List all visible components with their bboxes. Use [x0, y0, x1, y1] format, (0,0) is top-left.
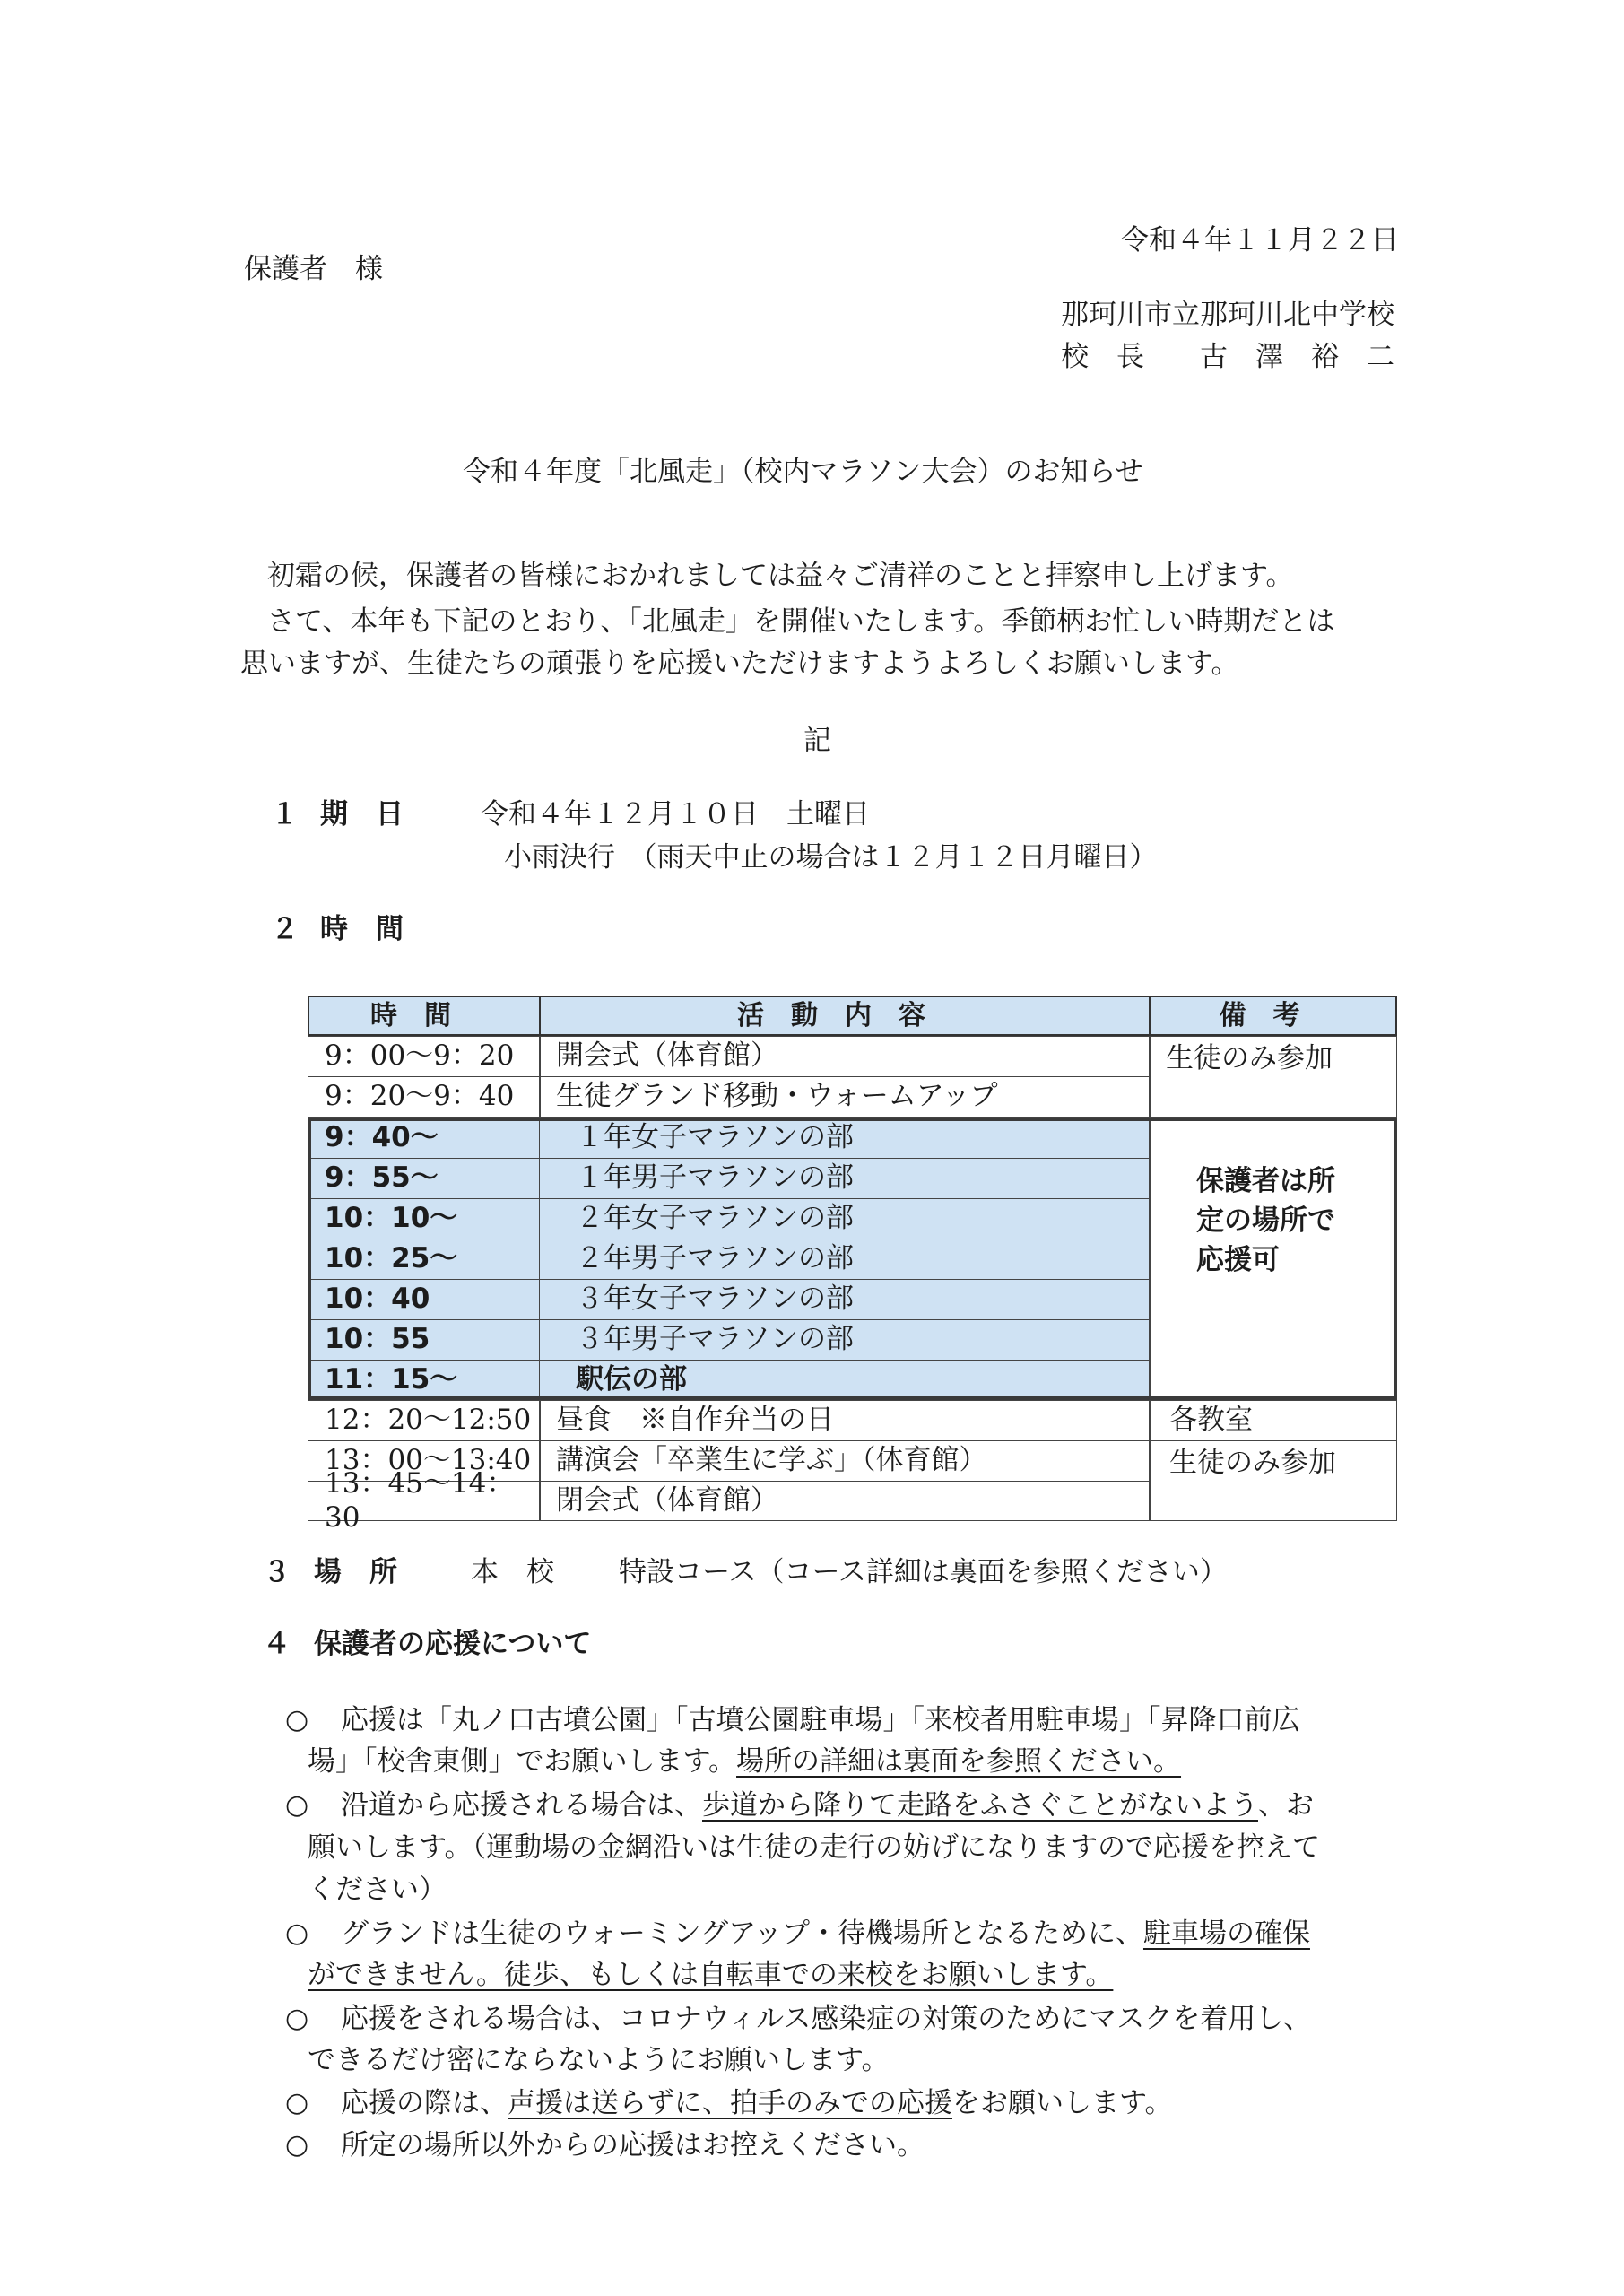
- bullet-3-mark: ○: [285, 1918, 309, 1949]
- note-parents-line-2: 定の場所で: [1196, 1205, 1335, 1237]
- note-parents-line-1: 保護者は所: [1196, 1165, 1335, 1197]
- intro-line-2: さて、本年も下記のとおり、「北風走」を開催いたします。季節柄お忙しい時期だとは: [267, 605, 1335, 638]
- row-6-time: 10：25〜: [308, 1239, 541, 1280]
- section-1-label: 期 日: [320, 798, 404, 831]
- bullet-3-line-1: [341, 1918, 1310, 1951]
- row-2-activity: 生徒グランド移動・ウォームアップ: [539, 1076, 1151, 1118]
- bullet-1-mark: ○: [285, 1704, 309, 1735]
- venue-detail: 特設コース（コース詳細は裏面を参照ください）: [619, 1556, 1228, 1588]
- row-3-activity: １年女子マラソンの部: [539, 1118, 1151, 1159]
- bullet-5-tail: をお願いします。: [952, 2087, 1173, 2119]
- section-2-number: ２: [271, 913, 299, 945]
- note-students-only-2: 生徒のみ参加: [1149, 1440, 1397, 1521]
- bullet-3-text: グランドは生徒のウォーミングアップ・待機場所となるために、: [341, 1918, 1143, 1950]
- principal-name: 校 長 古 澤 裕 二: [1061, 341, 1394, 373]
- row-2-time: 9：20〜9：40: [308, 1076, 541, 1118]
- intro-line-3: 思いますが、生徒たちの頑張りを応援いただけますようよろしくお願いします。: [240, 648, 1239, 680]
- section-3-number: ３: [263, 1556, 291, 1588]
- row-12-time: 13：45〜14：30: [308, 1481, 541, 1521]
- row-5-time: 10：10〜: [308, 1198, 541, 1239]
- event-date: 令和４年１２月１０日 土曜日: [481, 798, 870, 831]
- intro-line-1: 初霜の候，保護者の皆様におかれましては益々ご清祥のことと拝察申し上げます。: [267, 560, 1294, 592]
- section-4-label: 保護者の応援について: [314, 1628, 592, 1660]
- row-9-activity: 駅伝の部: [539, 1360, 1151, 1400]
- note-students-only-1: 生徒のみ参加: [1149, 1036, 1397, 1118]
- row-10-activity: 昼食 ※自作弁当の日: [539, 1400, 1151, 1441]
- bullet-4-line-2: できるだけ密にならないようにお願いします。: [308, 2044, 890, 2076]
- bullet-4-line-1: 応援をされる場合は、コロナウィルス感染症の対策のためにマスクを着用し、: [341, 2003, 1312, 2035]
- bullet-2-text: 沿道から応援される場合は、: [341, 1789, 702, 1822]
- section-3-label: 場 所: [314, 1556, 397, 1588]
- note-parents-line-3: 応援可: [1196, 1244, 1280, 1276]
- row-4-activity: １年男子マラソンの部: [539, 1158, 1151, 1199]
- note-classrooms: 各教室: [1149, 1400, 1397, 1441]
- row-3-time: 9：40〜: [308, 1118, 541, 1159]
- ki-heading: 記: [803, 725, 831, 757]
- row-7-activity: ３年女子マラソンの部: [539, 1279, 1151, 1320]
- bullet-6-line-1: 所定の場所以外からの応援はお控えください。: [341, 2129, 925, 2161]
- bullet-2-tail: 、お: [1258, 1789, 1314, 1822]
- bullet-1-text: 場」「校舎東側」でお願いします。: [308, 1745, 737, 1778]
- bullet-1-line-1: 応援は「丸ノ口古墳公園」「古墳公園駐車場」「来校者用駐車場」「昇降口前広: [341, 1704, 1300, 1736]
- note-parents: [1149, 1118, 1397, 1400]
- bullet-5-line-1: [341, 2087, 1173, 2120]
- bullet-2-line-3: ください）: [308, 1874, 447, 1906]
- row-11-time: 13：00〜13:40: [308, 1440, 541, 1482]
- bullet-2-mark: ○: [285, 1789, 309, 1821]
- bullet-1-underlined: 場所の詳細は裏面を参照ください。: [736, 1745, 1182, 1778]
- row-7-time: 10：40: [308, 1279, 541, 1320]
- bullet-2-line-1: [341, 1789, 1314, 1822]
- bullet-6-mark: ○: [285, 2129, 309, 2161]
- header-time: 時間: [308, 996, 541, 1036]
- bullet-3-line-2: ができません。徒歩、もしくは自転車での来校をお願いします。: [308, 1959, 1114, 1991]
- bullet-2-underlined: 歩道から降りて走路をふさぐことがないよう: [702, 1789, 1258, 1822]
- bullet-4-mark: ○: [285, 2003, 309, 2034]
- venue: 本 校: [471, 1556, 554, 1588]
- school-name: 那珂川市立那珂川北中学校: [1061, 299, 1394, 331]
- bullet-5-mark: ○: [285, 2087, 309, 2118]
- document-date: 令和４年１１月２２日: [1121, 224, 1399, 257]
- row-8-activity: ３年男子マラソンの部: [539, 1319, 1151, 1361]
- row-4-time: 9：55〜: [308, 1158, 541, 1199]
- row-5-activity: ２年女子マラソンの部: [539, 1198, 1151, 1239]
- section-2-label: 時 間: [320, 913, 404, 945]
- row-6-activity: ２年男子マラソンの部: [539, 1239, 1151, 1280]
- row-11-activity: 講演会「卒業生に学ぶ」（体育館）: [539, 1440, 1151, 1482]
- bullet-2-line-2: 願いします。（運動場の金網沿いは生徒の走行の妨げになりますので応援を控えて: [308, 1831, 1321, 1864]
- schedule-table: [308, 996, 1397, 1534]
- section-4-number: ４: [263, 1628, 291, 1660]
- row-1-activity: 開会式（体育館）: [539, 1036, 1151, 1077]
- row-10-time: 12：20〜12:50: [308, 1400, 541, 1441]
- bullet-5-underlined: 声援は送らずに、拍手のみでの応援: [508, 2087, 952, 2119]
- bullet-1-line-2: [308, 1745, 1181, 1779]
- addressee: 保護者 様: [244, 253, 383, 285]
- row-1-time: 9：00〜9：20: [308, 1036, 541, 1077]
- row-9-time: 11：15〜: [308, 1360, 541, 1400]
- section-1-number: １: [271, 798, 299, 831]
- row-8-time: 10：55: [308, 1319, 541, 1361]
- header-notes: 備考: [1149, 996, 1397, 1036]
- header-activity: 活動内容: [539, 996, 1151, 1036]
- row-12-activity: 閉会式（体育館）: [539, 1481, 1151, 1521]
- document-title: 令和４年度「北風走」（校内マラソン大会）のお知らせ: [463, 456, 1143, 488]
- rain-policy: 小雨決行 （雨天中止の場合は１２月１２日月曜日）: [504, 841, 1158, 874]
- bullet-3-underlined: 駐車場の確保: [1142, 1918, 1310, 1950]
- bullet-5-text: 応援の際は、: [341, 2087, 508, 2119]
